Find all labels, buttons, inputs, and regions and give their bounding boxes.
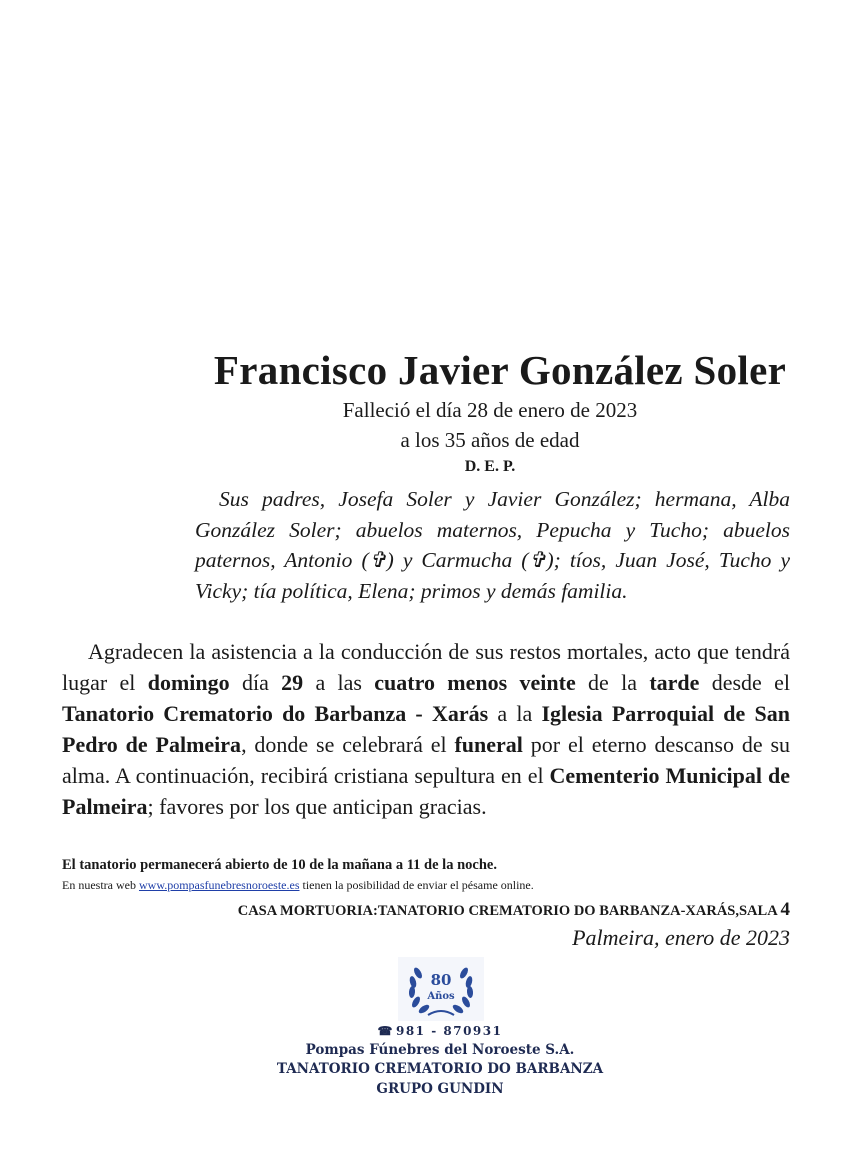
sala-number: 4 [780, 899, 790, 920]
ceremony-date: 29 [281, 670, 304, 695]
opening-hours: El tanatorio permanecerá abierto de 10 de la mañana a 11 de la noche. [62, 857, 497, 873]
ceremony-text: Agradecen la asistencia a la conducción de sus restos mortales, acto que tendrá lugar el [62, 639, 790, 695]
facility-name: TANATORIO CREMATORIO DO BARBANZA [276, 1061, 604, 1077]
ceremony-text: por el eterno descanso de su alma. A continuación, recibirá cristiana sepultura en el [62, 732, 791, 788]
phone-number-line [240, 1024, 640, 1038]
place-date: Palmeira, enero de 2023 [572, 925, 790, 950]
ceremony-text: ; favores por los que anticipan gracias. [147, 794, 487, 819]
web-text-after: tienen la posibilidad de enviar el pésame online. [299, 878, 534, 892]
family-list [195, 484, 790, 606]
ceremony-text: de la [575, 670, 650, 695]
deceased-portrait [415, 60, 565, 342]
rip-abbreviation: D. E. P. [464, 458, 516, 475]
logo-label: Años [427, 991, 455, 1002]
casa-mortuoria [238, 899, 790, 921]
laurel-wreath-icon [398, 957, 484, 1021]
web-condolence-line [62, 878, 534, 893]
ceremony-period: tarde [649, 670, 700, 695]
phone-icon: ☎ [377, 1024, 394, 1038]
ceremony-origin: Tanatorio Crematorio do Barbanza - Xarás [62, 701, 489, 726]
ceremony-church: Iglesia Parroquial de San Pedro de Palmeira [62, 701, 790, 757]
ceremony-text: a la [488, 701, 542, 726]
ceremony-cemetery: Cementerio Municipal de Palmeira [62, 763, 790, 819]
phone-number: 981 - 870931 [395, 1024, 503, 1038]
ceremony-text: día [229, 670, 282, 695]
casa-mortuoria-text: CASA MORTUORIA:TANATORIO CREMATORIO DO BARBANZA-XARÁS,SALA [237, 903, 781, 919]
ceremony-day: domingo [147, 670, 230, 695]
family-text: Sus padres, Josefa Soler y Javier González; hermana, Alba González Soler; abuelos maternos, Pepucha y Tucho; abuelos paternos, Antonio (✞) y Carmucha (✞); tíos, Juan José, Tucho y Vicky; tía política, Elena; primos y demás familia. [195, 487, 790, 603]
anniversary-logo [398, 957, 484, 1021]
website-link[interactable]: www.pompasfunebresnoroeste.es [138, 878, 300, 892]
group-name: GRUPO GUNDIN [376, 1081, 504, 1097]
web-text-before: En nuestra web [62, 878, 139, 892]
ceremony-funeral: funeral [454, 732, 523, 757]
ceremony-time: cuatro menos veinte [374, 670, 576, 695]
ceremony-text: , donde se celebrará el [241, 732, 455, 757]
ceremony-paragraph [62, 636, 790, 822]
age-line: a los 35 años de edad [400, 428, 580, 452]
ceremony-text: a las [303, 670, 375, 695]
death-date-line: Falleció el día 28 de enero de 2023 [342, 398, 638, 422]
logo-number: 80 [430, 971, 452, 989]
deceased-name: Francisco Javier González Soler [213, 347, 787, 393]
ceremony-details [62, 636, 790, 822]
ceremony-text: desde el [699, 670, 790, 695]
company-name: Pompas Fúnebres del Noroeste S.A. [305, 1042, 575, 1058]
